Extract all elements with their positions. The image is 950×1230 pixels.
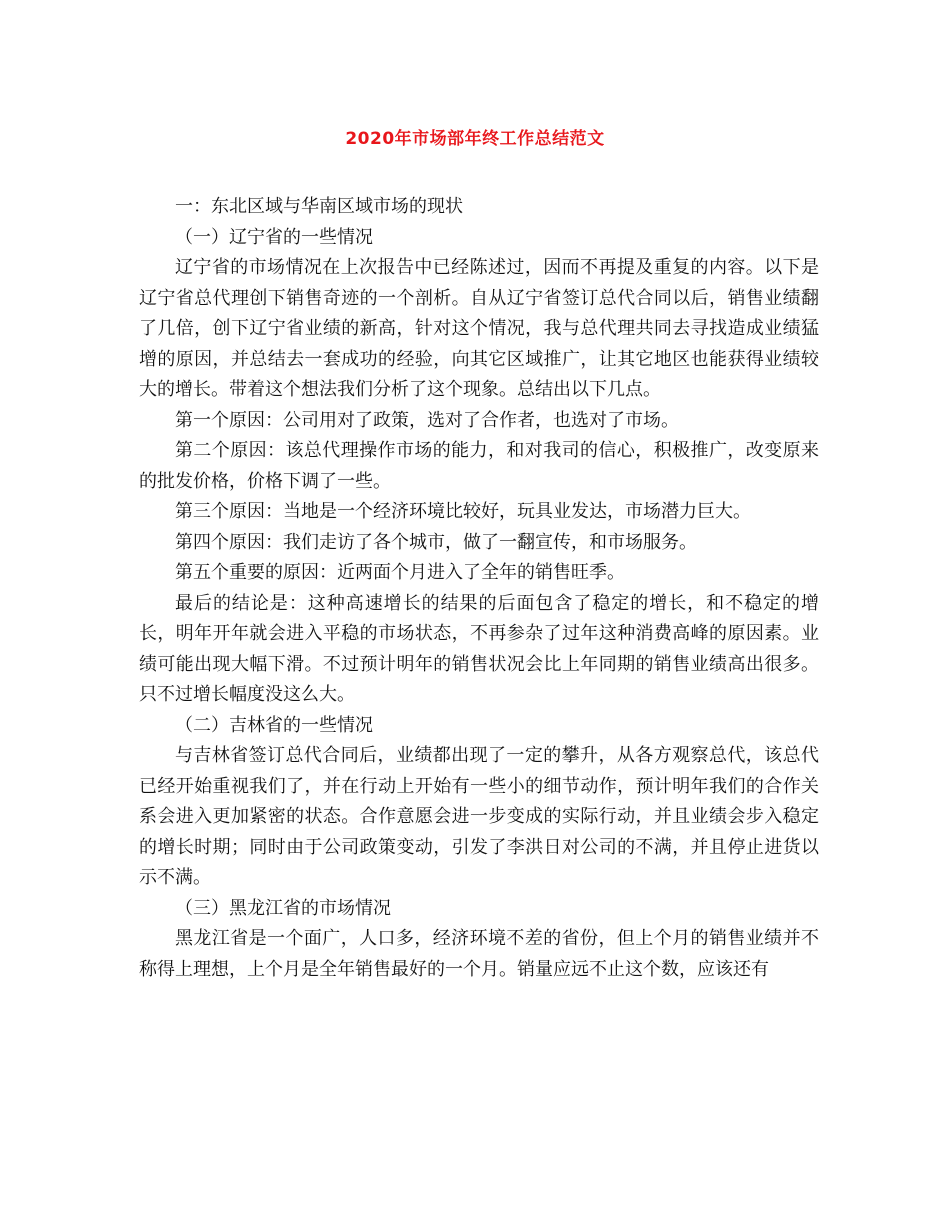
paragraph-reason-1: 第一个原因：公司用对了政策，选对了合作者，也选对了市场。 bbox=[175, 409, 679, 431]
document-body bbox=[139, 192, 819, 985]
section-heading-1: 一：东北区域与华南区域市场的现状 bbox=[175, 196, 463, 217]
paragraph-heilongjiang: 黑龙江省是一个面广，人口多，经济环境不差的省份，但上个月的销售业绩并不称得上理想，上个月是全年销售最好的一个月。销量应远不止这个数，应该还有 bbox=[139, 928, 819, 980]
paragraph-reason-5: 第五个重要的原因：近两面个月进入了全年的销售旺季。 bbox=[175, 562, 625, 583]
paragraph-reason-4: 第四个原因：我们走访了各个城市，做了一翻宣传，和市场服务。 bbox=[175, 531, 697, 553]
subsection-heading-heilongjiang: （三）黑龙江省的市场情况 bbox=[175, 897, 391, 919]
subsection-heading-liaoning: （一）辽宁省的一些情况 bbox=[175, 226, 373, 248]
paragraph-conclusion: 最后的结论是：这种高速增长的结果的后面包含了稳定的增长，和不稳定的增长，明年开年就会进入平稳的市场状态，不再参杂了过年这种消费高峰的原因素。业绩可能出现大幅下滑。不过预计明年的销售状况会比上年同期的销售业绩高出很多。只不过增长幅度没这么大。 bbox=[139, 592, 819, 705]
paragraph-reason-2: 第二个原因：该总代理操作市场的能力，和对我司的信心，积极推广，改变原来的批发价格，价格下调了一些。 bbox=[139, 440, 819, 492]
paragraph-liaoning-intro: 辽宁省的市场情况在上次报告中已经陈述过，因而不再提及重复的内容。以下是辽宁省总代理创下销售奇迹的一个剖析。自从辽宁省签订总代合同以后，销售业绩翻了几倍，创下辽宁省业绩的新高，针对这个情况，我与总代理共同去寻找造成业绩猛增的原因，并总结去一套成功的经验，向其它区域推广，让其它地区也能获得业绩较大的增长。带着这个想法我们分析了这个现象。总结出以下几点。 bbox=[139, 257, 819, 400]
subsection-heading-jilin: （二）吉林省的一些情况 bbox=[175, 714, 373, 736]
paragraph-reason-3: 第三个原因：当地是一个经济环境比较好，玩具业发达，市场潜力巨大。 bbox=[175, 501, 751, 522]
document-title: 2020年市场部年终工作总结范文 bbox=[345, 129, 605, 149]
paragraph-jilin: 与吉林省签订总代合同后，业绩都出现了一定的攀升，从各方观察总代，该总代已经开始重视我们了，并在行动上开始有一些小的细节动作，预计明年我们的合作关系会进入更加紧密的状态。合作意愿会进一步变成的实际行动，并且业绩会步入稳定的增长时期；同时由于公司政策变动，引发了李洪日对公司的不满，并且停止进货以示不满。 bbox=[139, 745, 819, 888]
